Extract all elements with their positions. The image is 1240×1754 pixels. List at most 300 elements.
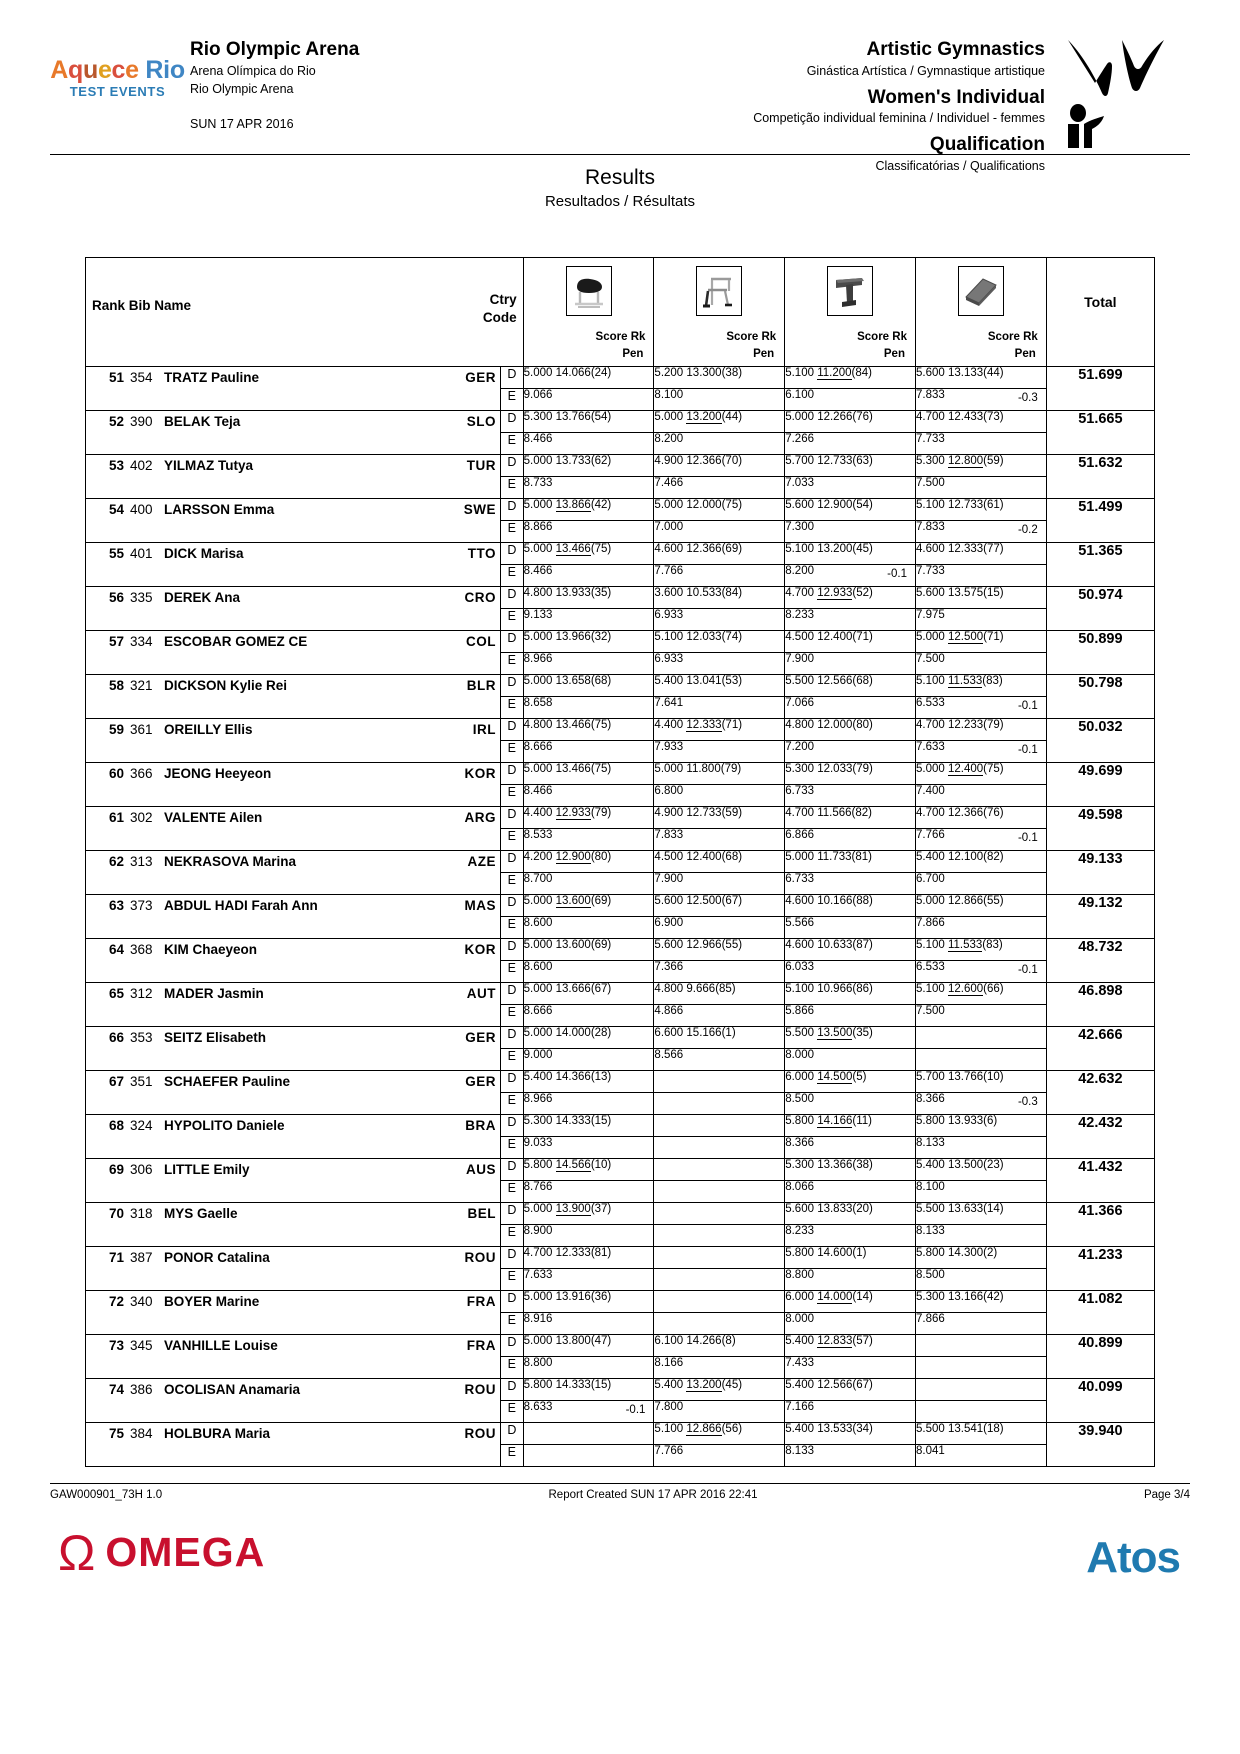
apparatus-e-score-cell [654, 1401, 785, 1423]
d-value: 5.000 [523, 367, 553, 380]
apparatus-d-score-cell [915, 1203, 1046, 1225]
final-score-value: 13.466 [555, 763, 591, 776]
apparatus-rank-value: (74) [721, 631, 743, 644]
penalty-value: -0.3 [1017, 1096, 1038, 1109]
e-value: 6.933 [654, 609, 684, 622]
apparatus-d-score-cell [654, 939, 785, 961]
e-value: 8.500 [785, 1093, 814, 1106]
e-value: 9.000 [523, 1049, 553, 1062]
final-score-value: 12.566 [817, 675, 853, 688]
e-value: 8.966 [523, 653, 553, 666]
e-value: 7.033 [785, 477, 814, 490]
floor-icon [958, 266, 1004, 316]
d-score-label: D [501, 1247, 524, 1269]
final-score-value: 12.733 [686, 807, 722, 820]
apparatus-d-score-cell [654, 983, 785, 1005]
e-value: 8.466 [523, 785, 553, 798]
e-score-label: E [501, 1313, 524, 1335]
apparatus-rank-value: (76) [852, 411, 873, 424]
final-score-value: 11.533 [947, 939, 983, 952]
e-score-label: E [501, 1137, 524, 1159]
table-row [86, 675, 1155, 697]
d-value: 5.300 [915, 455, 945, 468]
header-score-rk-pen [785, 329, 915, 362]
e-value: 8.866 [523, 521, 553, 534]
apparatus-e-score-cell [654, 433, 785, 455]
apparatus-rank-value: (75) [983, 763, 1004, 776]
total-score-value: 48.732 [1046, 939, 1154, 983]
athlete-name: ESCOBAR GOMEZ CE [164, 634, 308, 650]
d-value: 5.000 [523, 939, 553, 952]
apparatus-e-score-cell [915, 389, 1046, 411]
event-category-translated: Competição individual feminina / Individuel - femmes [753, 111, 1045, 126]
final-score-value: 14.333 [555, 1115, 591, 1128]
final-score-value: 12.100 [947, 851, 984, 864]
e-value: 8.041 [915, 1445, 945, 1458]
athlete-name: DICK Marisa [164, 546, 244, 562]
apparatus-d-score-cell [785, 631, 916, 653]
country-code: AZE [467, 854, 497, 870]
header-rk-label: Rk [892, 330, 907, 343]
bib-value: 361 [130, 722, 153, 738]
apparatus-d-score-cell [523, 587, 654, 609]
bib-value: 366 [130, 766, 153, 782]
d-value: 5.000 [915, 631, 945, 644]
apparatus-rank-value: (69) [590, 895, 612, 908]
header-score-label: Score [857, 330, 890, 343]
apparatus-d-score-cell [654, 631, 785, 653]
apparatus-rank-value: (67) [852, 1379, 873, 1392]
e-value: 7.200 [785, 741, 814, 754]
apparatus-e-score-cell [654, 389, 785, 411]
apparatus-e-score-cell [785, 433, 916, 455]
e-value: 8.233 [785, 1225, 814, 1238]
apparatus-rank-value: (79) [720, 763, 742, 776]
athlete-cell [86, 367, 501, 411]
table-row [86, 1027, 1155, 1049]
e-value: 8.733 [523, 477, 553, 490]
athlete-name: DEREK Ana [164, 590, 241, 606]
apparatus-d-score-cell [654, 1203, 785, 1225]
e-value: 8.766 [523, 1181, 553, 1194]
country-code: TUR [466, 458, 497, 474]
apparatus-rank-value: (44) [983, 367, 1004, 380]
d-value: 5.300 [523, 411, 553, 424]
apparatus-d-score-cell [523, 1379, 654, 1401]
e-value: 8.600 [523, 961, 553, 974]
header-score-label: Score [987, 330, 1020, 343]
d-value: 5.000 [523, 1335, 553, 1348]
apparatus-d-score-cell [654, 499, 785, 521]
apparatus-d-score-cell [785, 499, 916, 521]
apparatus-rank-value: (84) [851, 367, 872, 380]
apparatus-e-score-cell [523, 1445, 654, 1467]
apparatus-rank-value: (14) [852, 1291, 873, 1304]
apparatus-e-score-cell [523, 1049, 654, 1071]
e-score-label: E [501, 873, 524, 895]
d-value: 5.500 [915, 1423, 945, 1436]
apparatus-e-score-cell [915, 653, 1046, 675]
apparatus-rank-value: (70) [721, 455, 743, 468]
final-score-value: 13.658 [555, 675, 591, 688]
apparatus-e-score-cell [523, 389, 654, 411]
apparatus-rank-value: (34) [852, 1423, 873, 1436]
final-score-value: 13.966 [555, 631, 591, 644]
e-value: 8.633 [523, 1401, 553, 1414]
athlete-cell [86, 543, 501, 587]
apparatus-d-score-cell [915, 543, 1046, 565]
apparatus-d-score-cell [915, 851, 1046, 873]
d-score-label: D [501, 719, 524, 741]
d-value: 4.200 [523, 851, 553, 864]
final-score-value: 13.200 [817, 543, 853, 556]
apparatus-e-score-cell [915, 917, 1046, 939]
e-value: 8.233 [785, 609, 814, 622]
apparatus-d-score-cell [654, 1071, 785, 1093]
apparatus-rank-value: (5) [852, 1071, 867, 1084]
d-value: 5.000 [523, 455, 553, 468]
apparatus-e-score-cell [654, 521, 785, 543]
apparatus-e-score-cell [785, 1313, 916, 1335]
e-value: 7.466 [654, 477, 684, 490]
apparatus-d-score-cell [785, 1379, 916, 1401]
header-apparatus-floor [915, 258, 1046, 367]
apparatus-rank-value: (67) [721, 895, 743, 908]
d-value: 4.800 [785, 719, 814, 732]
apparatus-e-score-cell [785, 389, 916, 411]
apparatus-rank-value: (35) [852, 1027, 873, 1040]
e-value: 4.866 [654, 1005, 684, 1018]
d-value: 5.400 [785, 1335, 814, 1348]
table-row [86, 367, 1155, 389]
apparatus-rank-value: (8) [721, 1335, 736, 1348]
aquece-rio-logo [50, 58, 185, 99]
apparatus-rank-value: (82) [983, 851, 1004, 864]
e-score-label: E [501, 477, 524, 499]
e-value: 7.900 [785, 653, 814, 666]
table-header-row [86, 258, 1155, 367]
d-value: 4.900 [654, 807, 684, 820]
report-created: Report Created SUN 17 APR 2016 22:41 [548, 1489, 758, 1502]
e-value: 7.833 [915, 389, 945, 402]
country-code: GER [465, 370, 497, 386]
final-score-value: 12.833 [817, 1335, 853, 1348]
apparatus-d-score-cell [915, 1071, 1046, 1093]
e-value: 8.600 [523, 917, 553, 930]
apparatus-e-score-cell [915, 829, 1046, 851]
country-code: TTO [467, 546, 497, 562]
apparatus-e-score-cell [654, 1269, 785, 1291]
apparatus-d-score-cell [523, 1115, 654, 1137]
d-value: 4.600 [785, 939, 814, 952]
e-value: 8.366 [915, 1093, 945, 1106]
apparatus-d-score-cell [785, 1115, 916, 1137]
header-rank-bib-name [92, 298, 191, 313]
bib-value: 373 [130, 898, 153, 914]
apparatus-e-score-cell [785, 829, 916, 851]
athlete-name: KIM Chaeyeon [164, 942, 258, 958]
apparatus-d-score-cell [915, 367, 1046, 389]
athlete-cell [86, 895, 501, 939]
header-pen-label: Pen [753, 347, 775, 360]
athlete-name: SEITZ Elisabeth [164, 1030, 267, 1046]
athlete-cell [86, 675, 501, 719]
rank-value: 67 [108, 1074, 124, 1090]
athlete-name: LITTLE Emily [164, 1162, 250, 1178]
d-score-label: D [501, 1115, 524, 1137]
e-value: 7.766 [654, 565, 684, 578]
e-value: 6.533 [915, 961, 945, 974]
e-value: 8.966 [523, 1093, 553, 1106]
e-value: 8.366 [785, 1137, 814, 1150]
omega-logo [58, 1524, 266, 1581]
apparatus-rank-value: (86) [852, 983, 873, 996]
e-value: 7.975 [915, 609, 945, 622]
bib-value: 321 [130, 678, 153, 694]
final-score-value: 13.600 [555, 895, 591, 908]
apparatus-d-score-cell [915, 1115, 1046, 1137]
apparatus-e-score-cell [915, 609, 1046, 631]
apparatus-rank-value: (82) [851, 807, 872, 820]
apparatus-rank-value: (76) [983, 807, 1004, 820]
final-score-value: 12.500 [686, 895, 722, 908]
bib-value: 313 [130, 854, 153, 870]
apparatus-e-score-cell [523, 1093, 654, 1115]
e-value: 7.866 [915, 917, 945, 930]
uneven-bars-icon [696, 266, 742, 316]
table-row [86, 983, 1155, 1005]
d-score-label: D [501, 1203, 524, 1225]
omega-symbol-icon: Ω [58, 1524, 96, 1581]
e-value: 8.100 [654, 389, 684, 402]
d-score-label: D [501, 983, 524, 1005]
apparatus-e-score-cell [785, 785, 916, 807]
final-score-value: 11.200 [817, 367, 852, 380]
apparatus-d-score-cell [915, 1159, 1046, 1181]
final-score-value: 12.866 [947, 895, 984, 908]
apparatus-d-score-cell [785, 939, 916, 961]
country-code: GER [465, 1074, 497, 1090]
e-value: 8.133 [785, 1445, 814, 1458]
e-value: 8.800 [785, 1269, 814, 1282]
total-score-value: 41.233 [1046, 1247, 1154, 1291]
e-score-label: E [501, 1005, 524, 1027]
apparatus-d-score-cell [654, 1247, 785, 1269]
apparatus-e-score-cell [785, 609, 916, 631]
apparatus-e-score-cell [523, 917, 654, 939]
e-score-label: E [501, 1225, 524, 1247]
event-phase-translated: Classificatórias / Qualifications [875, 158, 1045, 173]
apparatus-e-score-cell [785, 1225, 916, 1247]
page-title-translated: Resultados / Résultats [544, 193, 696, 211]
apparatus-e-score-cell [915, 961, 1046, 983]
d-value: 4.700 [785, 587, 814, 600]
final-score-value: 12.733 [817, 455, 853, 468]
e-value: 8.666 [523, 741, 553, 754]
total-score-value: 50.899 [1046, 631, 1154, 675]
apparatus-rank-value: (54) [852, 499, 873, 512]
apparatus-d-score-cell [654, 1423, 785, 1445]
final-score-value: 14.300 [947, 1247, 984, 1260]
final-score-value: 13.900 [555, 1203, 591, 1216]
final-score-value: 12.900 [817, 499, 853, 512]
e-value: 8.916 [523, 1313, 553, 1326]
final-score-value: 13.500 [817, 1027, 853, 1040]
rank-value: 71 [108, 1250, 124, 1266]
e-score-label: E [501, 565, 524, 587]
apparatus-d-score-cell [785, 411, 916, 433]
d-value: 5.600 [915, 587, 945, 600]
e-value: 8.700 [523, 873, 553, 886]
header-score-rk-pen [654, 329, 784, 362]
apparatus-d-score-cell [915, 1423, 1046, 1445]
d-value: 4.600 [915, 543, 945, 556]
final-score-value: 12.966 [686, 939, 722, 952]
apparatus-d-score-cell [654, 1379, 785, 1401]
e-value: 7.066 [785, 697, 814, 710]
d-value: 5.000 [785, 411, 814, 424]
venue-name-pt: Arena Olímpica do Rio [190, 63, 316, 78]
d-value: 5.000 [785, 851, 814, 864]
final-score-value: 12.400 [817, 631, 853, 644]
athlete-cell [86, 1071, 501, 1115]
d-value: 5.400 [915, 1159, 945, 1172]
rank-value: 62 [108, 854, 124, 870]
header-score-label: Score [595, 330, 628, 343]
apparatus-d-score-cell [523, 455, 654, 477]
d-value: 6.100 [654, 1335, 684, 1348]
final-score-value: 12.333 [555, 1247, 591, 1260]
d-value: 5.000 [915, 763, 945, 776]
apparatus-e-score-cell [523, 1269, 654, 1291]
d-value: 5.600 [915, 367, 945, 380]
athlete-cell [86, 1203, 501, 1247]
apparatus-rank-value: (55) [721, 939, 743, 952]
e-value: 7.266 [785, 433, 814, 446]
balance-beam-icon [827, 266, 873, 316]
apparatus-e-score-cell [915, 565, 1046, 587]
d-value: 5.100 [915, 983, 945, 996]
table-row [86, 543, 1155, 565]
final-score-value: 10.533 [686, 587, 722, 600]
final-score-value: 13.833 [817, 1203, 853, 1216]
apparatus-e-score-cell [915, 1005, 1046, 1027]
final-score-value: 13.200 [686, 411, 722, 424]
apparatus-e-score-cell [915, 1313, 1046, 1335]
test-events-label: TEST EVENTS [69, 84, 166, 99]
apparatus-d-score-cell [523, 411, 654, 433]
apparatus-d-score-cell [523, 719, 654, 741]
results-table-body [86, 367, 1155, 1467]
table-row [86, 895, 1155, 917]
d-value: 4.500 [654, 851, 684, 864]
header-rk-label: Rk [1023, 330, 1038, 343]
apparatus-d-score-cell [785, 1291, 916, 1313]
total-score-value: 51.365 [1046, 543, 1154, 587]
apparatus-d-score-cell [915, 1027, 1046, 1049]
final-score-value: 13.366 [817, 1159, 853, 1172]
apparatus-rank-value: (24) [590, 367, 612, 380]
apparatus-d-score-cell [523, 1203, 654, 1225]
apparatus-d-score-cell [915, 1247, 1046, 1269]
apparatus-e-score-cell [654, 1049, 785, 1071]
e-value: 8.066 [785, 1181, 814, 1194]
apparatus-rank-value: (6) [983, 1115, 998, 1128]
e-value: 8.000 [785, 1313, 814, 1326]
apparatus-d-score-cell [654, 719, 785, 741]
athlete-cell [86, 499, 501, 543]
total-score-value: 41.432 [1046, 1159, 1154, 1203]
e-score-label: E [501, 609, 524, 631]
e-value: 8.100 [915, 1181, 945, 1194]
d-score-label: D [501, 763, 524, 785]
vault-icon [566, 266, 612, 316]
final-score-value: 13.766 [555, 411, 591, 424]
bib-value: 384 [130, 1426, 153, 1442]
table-row [86, 763, 1155, 785]
apparatus-d-score-cell [654, 1027, 785, 1049]
apparatus-d-score-cell [523, 1159, 654, 1181]
d-value: 5.100 [785, 543, 814, 556]
e-value: 7.300 [785, 521, 814, 534]
final-score-value: 14.066 [555, 367, 591, 380]
e-score-label: E [501, 785, 524, 807]
apparatus-e-score-cell [915, 477, 1046, 499]
venue-name: Rio Olympic Arena [190, 39, 360, 60]
athlete-name: OCOLISAN Anamaria [164, 1382, 301, 1398]
total-score-value: 49.699 [1046, 763, 1154, 807]
event-date: SUN 17 APR 2016 [190, 117, 294, 131]
apparatus-rank-value: (71) [983, 631, 1004, 644]
bib-value: 306 [130, 1162, 153, 1178]
apparatus-e-score-cell [915, 785, 1046, 807]
athlete-name: HYPOLITO Daniele [164, 1118, 285, 1134]
e-value: 9.133 [523, 609, 553, 622]
country-code: BLR [466, 678, 497, 694]
e-value: 5.866 [785, 1005, 814, 1018]
e-value: 8.133 [915, 1225, 945, 1238]
apparatus-e-score-cell [785, 1445, 916, 1467]
header-name-ctry-cell [86, 258, 524, 367]
apparatus-rank-value: (79) [590, 807, 612, 820]
apparatus-rank-value: (63) [852, 455, 873, 468]
header-name-label: Name [154, 298, 192, 314]
table-row [86, 411, 1155, 433]
apparatus-e-score-cell [785, 917, 916, 939]
total-score-value: 42.666 [1046, 1027, 1154, 1071]
rank-value: 70 [108, 1206, 124, 1222]
header-pen-label: Pen [1014, 347, 1036, 360]
e-value: 7.500 [915, 1005, 945, 1018]
e-score-label: E [501, 1401, 524, 1423]
bib-value: 386 [130, 1382, 153, 1398]
event-phase: Qualification [929, 134, 1045, 155]
country-code: GER [465, 1030, 497, 1046]
rank-value: 63 [108, 898, 124, 914]
d-value: 4.600 [785, 895, 814, 908]
e-value: 7.800 [654, 1401, 684, 1414]
final-score-value: 13.133 [947, 367, 984, 380]
country-code: AUS [466, 1162, 497, 1178]
final-score-value: 11.733 [817, 851, 852, 864]
rank-value: 65 [108, 986, 124, 1002]
d-value: 5.100 [785, 983, 814, 996]
final-score-value: 12.033 [817, 763, 853, 776]
d-score-label: D [501, 367, 524, 389]
athlete-name: JEONG Heeyeon [164, 766, 272, 782]
d-value: 6.600 [654, 1027, 684, 1040]
apparatus-e-score-cell [654, 697, 785, 719]
